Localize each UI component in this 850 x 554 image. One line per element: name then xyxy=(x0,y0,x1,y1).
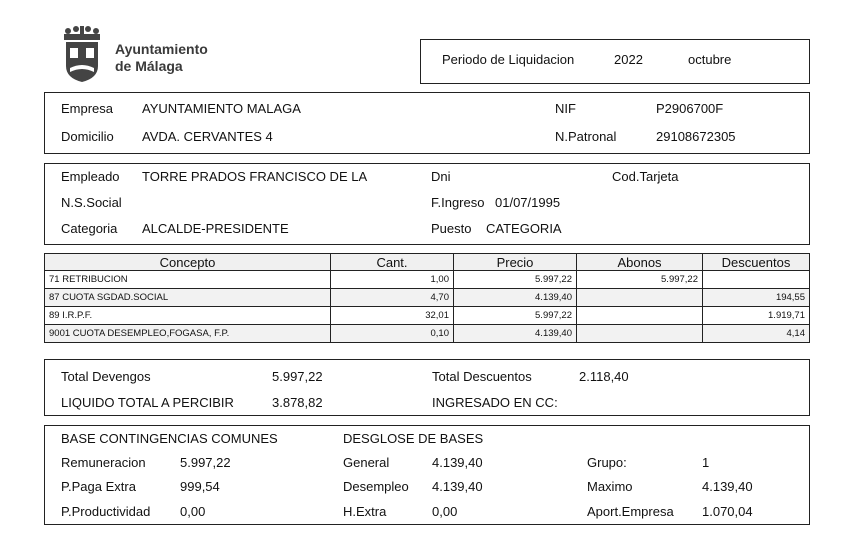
fingreso-value: 01/07/1995 xyxy=(495,195,561,210)
devengos-value: 5.997,22 xyxy=(272,369,323,384)
empresa-label: Empresa xyxy=(61,101,114,116)
cell-abonos xyxy=(577,307,703,325)
table-row xyxy=(45,325,810,343)
fingreso-label: F.Ingreso xyxy=(431,195,485,210)
cell-concepto: 87 CUOTA SGDAD.SOCIAL xyxy=(45,289,331,307)
domicilio-value: AVDA. CERVANTES 4 xyxy=(142,129,273,144)
paga-label: P.Paga Extra xyxy=(61,479,136,494)
patronal-value: 29108672305 xyxy=(656,129,736,144)
grupo-label: Grupo: xyxy=(587,455,627,470)
general-label: General xyxy=(343,455,390,470)
descuentos-value: 2.118,40 xyxy=(579,369,629,384)
cell-concepto: 89 I.R.P.F. xyxy=(45,307,331,325)
header-cant: Cant. xyxy=(331,254,454,271)
desglose-title: DESGLOSE DE BASES xyxy=(343,431,484,446)
nif-label: NIF xyxy=(555,101,576,116)
nif-value: P2906700F xyxy=(656,101,724,116)
cell-descuentos xyxy=(703,271,810,289)
empresa-value: AYUNTAMIENTO MALAGA xyxy=(142,101,301,116)
domicilio-label: Domicilio xyxy=(61,129,114,144)
cell-descuentos: 194,55 xyxy=(703,289,810,307)
cell-descuentos: 1.919,71 xyxy=(703,307,810,325)
cell-concepto: 71 RETRIBUCION xyxy=(45,271,331,289)
conceptos-header-row xyxy=(45,254,810,271)
remuneracion-label: Remuneracion xyxy=(61,455,146,470)
cell-abonos xyxy=(577,325,703,343)
cell-concepto: 9001 CUOTA DESEMPLEO,FOGASA, F.P. xyxy=(45,325,331,343)
cell-descuentos: 4,14 xyxy=(703,325,810,343)
cell-precio: 4.139,40 xyxy=(454,325,577,343)
general-value: 4.139,40 xyxy=(432,455,483,470)
header-descuentos: Descuentos xyxy=(703,254,810,271)
categoria-label: Categoria xyxy=(61,221,118,236)
productividad-value: 0,00 xyxy=(180,504,206,519)
categoria-value: ALCALDE-PRESIDENTE xyxy=(142,221,289,236)
aport-label: Aport.Empresa xyxy=(587,504,674,519)
desempleo-label: Desempleo xyxy=(343,479,409,494)
puesto-label: Puesto xyxy=(431,221,472,236)
hextra-value: 0,00 xyxy=(432,504,458,519)
table-row xyxy=(45,271,810,289)
productividad-label: P.Productividad xyxy=(61,504,151,519)
devengos-label: Total Devengos xyxy=(61,369,151,384)
hextra-label: H.Extra xyxy=(343,504,387,519)
descuentos-label: Total Descuentos xyxy=(432,369,532,384)
maximo-value: 4.139,40 xyxy=(702,479,753,494)
logo-line2: de Málaga xyxy=(115,58,183,74)
periodo-month: octubre xyxy=(688,52,732,67)
tarjeta-label: Cod.Tarjeta xyxy=(612,169,679,184)
cell-precio: 4.139,40 xyxy=(454,289,577,307)
remuneracion-value: 5.997,22 xyxy=(180,455,231,470)
header-precio: Precio xyxy=(454,254,577,271)
header-abonos: Abonos xyxy=(577,254,703,271)
desempleo-value: 4.139,40 xyxy=(432,479,483,494)
cell-precio: 5.997,22 xyxy=(454,307,577,325)
dni-label: Dni xyxy=(431,169,451,184)
liquido-value: 3.878,82 xyxy=(272,395,323,410)
cell-precio: 5.997,22 xyxy=(454,271,577,289)
liquido-label: LIQUIDO TOTAL A PERCIBIR xyxy=(61,395,234,410)
malaga-coat-of-arms-logo xyxy=(60,26,104,84)
cell-cant: 1,00 xyxy=(331,271,454,289)
header-concepto: Concepto xyxy=(45,254,331,271)
paga-value: 999,54 xyxy=(180,479,220,494)
empleado-label: Empleado xyxy=(61,169,120,184)
cell-cant: 4,70 xyxy=(331,289,454,307)
base-title: BASE CONTINGENCIAS COMUNES xyxy=(61,431,278,446)
cell-cant: 0,10 xyxy=(331,325,454,343)
nss-label: N.S.Social xyxy=(61,195,122,210)
patronal-label: N.Patronal xyxy=(555,129,617,144)
ingresado-label: INGRESADO EN CC: xyxy=(432,395,558,410)
cell-cant: 32,01 xyxy=(331,307,454,325)
table-row xyxy=(45,289,810,307)
puesto-value: CATEGORIA xyxy=(486,221,562,236)
cell-abonos: 5.997,22 xyxy=(577,271,703,289)
periodo-year: 2022 xyxy=(614,52,643,67)
aport-value: 1.070,04 xyxy=(702,504,753,519)
empleado-value: TORRE PRADOS FRANCISCO DE LA xyxy=(142,169,368,184)
logo-line1: Ayuntamiento xyxy=(115,41,208,57)
maximo-label: Maximo xyxy=(587,479,633,494)
conceptos-table xyxy=(44,253,810,343)
periodo-label: Periodo de Liquidacion xyxy=(442,52,575,67)
table-row xyxy=(45,307,810,325)
cell-abonos xyxy=(577,289,703,307)
grupo-value: 1 xyxy=(702,455,710,470)
